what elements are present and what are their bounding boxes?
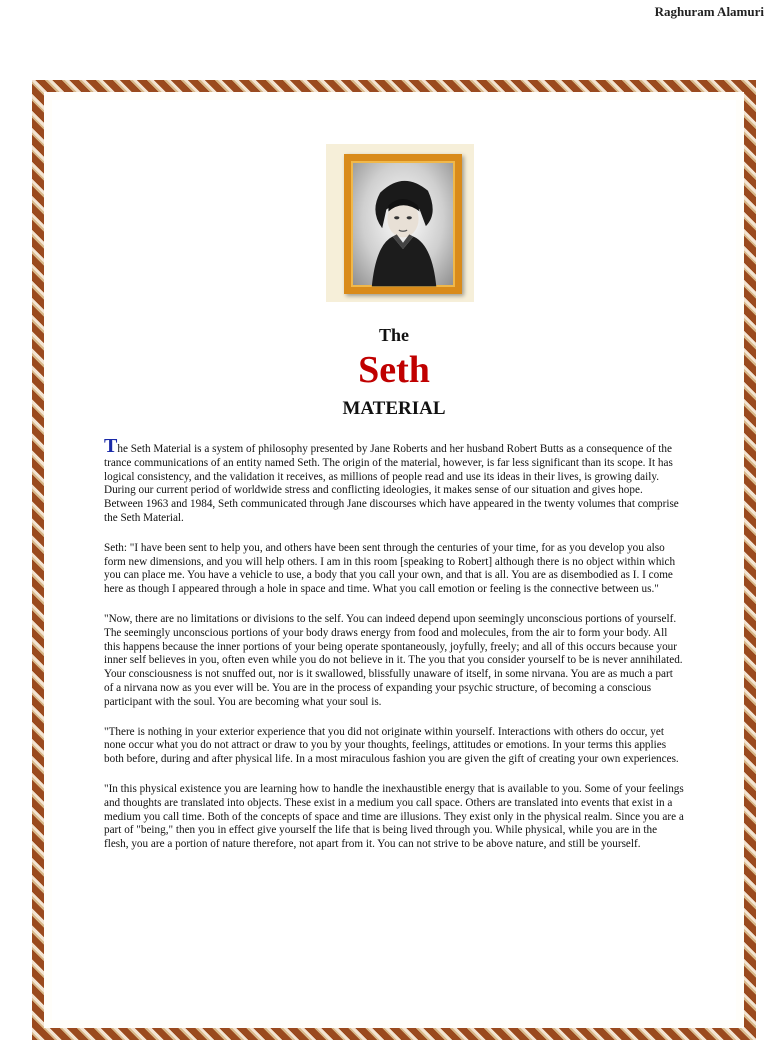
portrait-backdrop bbox=[326, 144, 474, 302]
decorative-border-frame bbox=[32, 80, 756, 1040]
portrait-photo-icon bbox=[351, 161, 455, 287]
paragraph-quote-2: "Now, there are no limitations or divisions to the self. You can indeed depend upon seemingly unconscious portions of yourself. The seemingly unconscious portions of your body draws energy from food and molecules, from the air to form your body. All this happens because the inner portions of your being operate spontaneously, joyfully, freely; and all of this occurs because your inner self believes in you, often even while you do not believe in it. The you that you consider yourself to be is never annihilated. Your consciousness is not snuffed out, nor is it swallowed, blissfully unaware of itself, in some nirvana. You are as much a part of a nirvana now as you ever will be. You are in the process of expanding your psychic structure, of becoming a conscious participant with the soul. You are becoming what your soul is. bbox=[104, 612, 683, 708]
title-subtitle: MATERIAL bbox=[342, 398, 446, 419]
title-prefix: The bbox=[378, 325, 409, 345]
paragraph-intro bbox=[104, 435, 684, 526]
paragraph-quote-4: "In this physical existence you are learning how to handle the inexhaustible energy that is available to you. Some of your feelings and thoughts are translated into objects. These exist in a medium you call space. Others are translated into events that exist in a medium you call time. Both of the concepts of space and time are illusions. They exist only in the physical realm. Since you are a part of "being," then you in effect give yourself the life that is being lived through you. While physical, while you are in the flesh, you are a portion of nature therefore, not apart from it. You can not strive to be above nature, and still be yourself. bbox=[104, 782, 684, 851]
page-content bbox=[52, 100, 736, 1020]
article-body bbox=[104, 435, 684, 868]
author-name: Raghuram Alamuri bbox=[654, 4, 764, 19]
page-title: Seth bbox=[358, 349, 430, 391]
portrait-image bbox=[344, 154, 462, 294]
paragraph-quote-1: Seth: "I have been sent to help you, and others have been sent through the centuries of your time, for as you develop you also form new dimensions, and you will help others. I am in this room [speaking to Robert] although there is no object within which you can place me. You have a vehicle to use, a body that you call your own, and that is all. You are as disembodied as I. I come here as though I appeared through a hole in space and time. What you call emotion or feeling is the connective between us." bbox=[104, 541, 676, 596]
paragraph-quote-3: "There is nothing in your exterior experience that you did not originate within yourself. Interactions with others do occur, yet none occur what you do not attract or draw to you by your thoughts, feelings, attitudes or emotions. In your terms this applies both before, during and after physical life. In a most miraculous fashion you are given the gift of creating your own experiences. bbox=[104, 725, 679, 766]
paragraph-text: he Seth Material is a system of philosophy presented by Jane Roberts and her husband Robert Butts as a consequence of the trance communications of an entity named Seth. The origin of the material, however, is far less significant than its scope. It has logical consistency, and the validation it receives, as millions of people read and use its ideas in their lives, is growing daily. During our current period of worldwide stress and conflicting ideologies, it makes sense of our situation and gives hope. Between 1963 and 1984, Seth communicated through Jane discourses which have appeared in the twenty volumes that comprise the Seth Material. bbox=[104, 443, 679, 524]
drop-cap: T bbox=[104, 435, 118, 457]
